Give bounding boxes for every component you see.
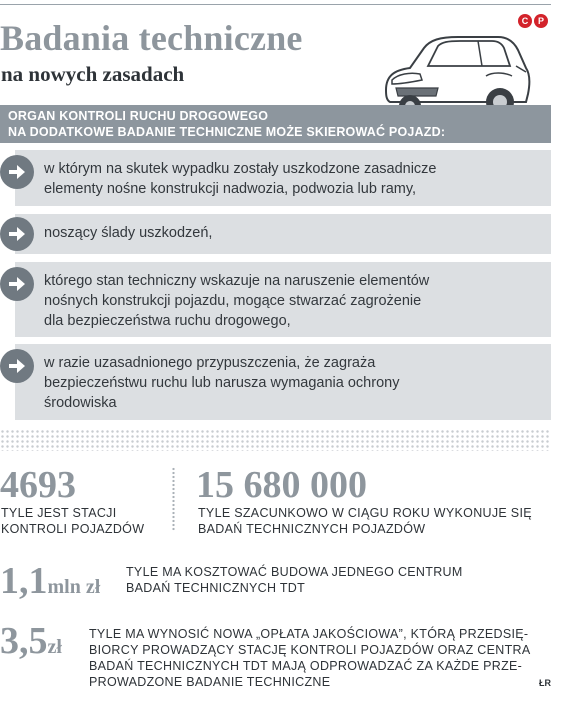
page-title: Badania techniczne [0,18,303,58]
condition-item [15,344,551,420]
quality-fee-unit: zł [47,636,62,658]
quality-fee-number: 3,5 [0,620,48,662]
section-banner [0,105,551,143]
caption-line: PROWADZONE BADANIE TECHNICZNE [89,675,331,689]
arrow-right-icon [0,267,34,301]
condition-line: elementy nośne konstrukcji nadwozia, podwozia lub ramy, [44,181,417,197]
condition-line: bezpieczeństwu ruchu lub narusza wymagania ochrony [44,375,400,391]
center-cost-unit: mln zł [47,576,101,598]
arrow-right-icon [0,217,34,251]
caption-line: TYLE MA KOSZTOWAĆ BUDOWA JEDNEGO CENTRUM [126,565,463,579]
quality-fee-value [0,622,62,660]
arrow-right-icon [0,349,34,383]
quality-fee-caption [89,626,530,690]
condition-item [15,214,551,254]
page-subtitle: na nowych zasadach [1,62,185,86]
copyright-c-icon: C [518,14,532,28]
caption-line: BADAŃ TECHNICZNYCH TDT MAJĄ ODPROWADZAĆ ZA KAŻDE PRZE- [89,659,523,673]
caption-line: BIORCY PROWADZĄCY STACJĘ KONTROLI POJAZDÓW ORAZ CENTRA [89,643,531,657]
condition-line: którego stan techniczny wskazuje na naruszenie elementów [44,273,430,289]
stations-caption [1,505,144,537]
banner-line: ORGAN KONTROLI RUCHU DROGOWEGO [8,109,269,123]
top-rule [0,4,551,5]
condition-item [15,150,551,206]
caption-line: KONTROLI POJAZDÓW [1,522,145,536]
center-cost-number: 1,1 [0,560,48,602]
stations-value: 4693 [0,464,76,506]
copyright-p-icon: P [534,14,548,28]
dotted-divider [0,429,551,451]
copyright-badges [518,14,548,28]
vertical-dotted-divider [172,467,175,531]
caption-line: BADAŃ TECHNICZNYCH TDT [126,581,306,595]
condition-line: w którym na skutek wypadku zostały uszkodzone zasadnicze [44,161,437,177]
condition-line: nośnych konstrukcji pojazdu, mogące stwarzać zagrożenie [44,293,422,309]
inspections-caption [198,505,532,537]
arrow-right-icon [0,155,34,189]
caption-line: TYLE SZACUNKOWO W CIĄGU ROKU WYKONUJE SIĘ [198,506,532,520]
condition-line: w razie uzasadnionego przypuszczenia, że zagraża [44,355,376,371]
caption-line: BADAŃ TECHNICZNYCH POJAZDÓW [198,522,426,536]
condition-line: dla bezpieczeństwa ruchu drogowego, [44,313,291,329]
caption-line: TYLE MA WYNOSIĆ NOWA „OPŁATA JAKOŚCIOWA”, KTÓRĄ PRZEDSIĘ- [89,627,529,641]
caption-line: TYLE JEST STACJI [1,506,117,520]
condition-line: noszący ślady uszkodzeń, [44,225,213,241]
banner-line: NA DODATKOWE BADANIE TECHNICZNE MOŻE SKIEROWAĆ POJAZD: [8,125,446,139]
condition-item [15,262,551,337]
condition-line: środowiska [44,395,117,411]
inspections-value: 15 680 000 [196,464,367,506]
center-cost-value [0,562,100,600]
center-cost-caption [126,564,463,596]
author-credit: ŁR [539,678,551,688]
